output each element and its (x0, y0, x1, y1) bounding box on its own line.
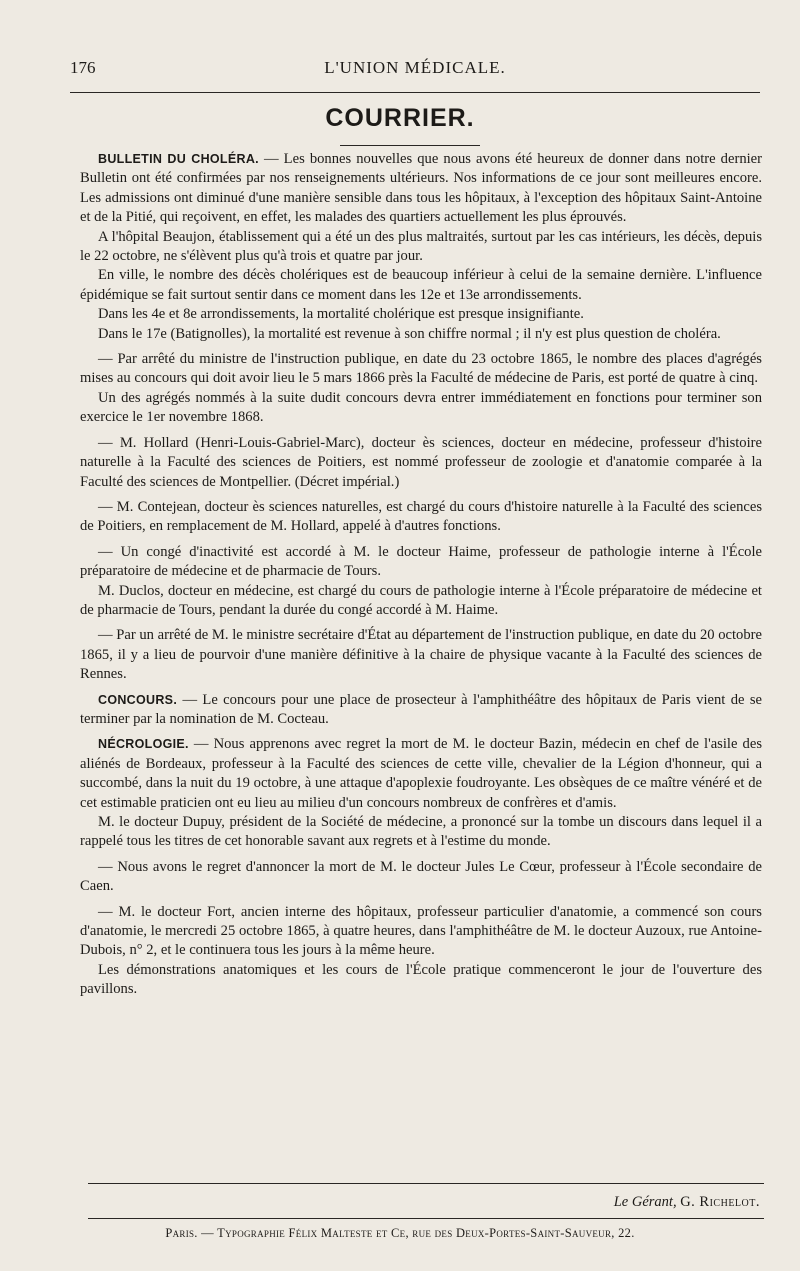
paragraph-text: — Par un arrêté de M. le ministre secrétaire d'État au département de l'instruction publique, en date du 20 octobre 1865, il y a lieu de pourvoir d'une manière définitive à la chaire de physique vacante à la Faculté des sciences de Rennes. (80, 627, 762, 683)
running-title: L'UNION MÉDICALE. (324, 58, 506, 77)
paragraph-text: — M. Contejean, docteur ès sciences naturelles, est chargé du cours d'histoire naturelle à la Faculté des sciences de Poitiers, en remplacement de M. Hollard, appelé à d'autres fonctions. (80, 498, 762, 535)
paragraph (80, 350, 762, 389)
paragraph-text: En ville, le nombre des décès cholériques est de beaucoup inférieur à celui de la semaine dernière. L'influence épidémique se fait surtout sentir dans ce moment dans les 12e et 13e arrondissements. (80, 267, 762, 303)
paragraph (80, 150, 762, 228)
paragraph (80, 434, 762, 492)
paragraph-text: — Le concours pour une place de prosecteur à l'amphithéâtre des hôpitaux de Paris vient de se terminer par la nomination de M. Cocteau. (80, 691, 762, 727)
paragraph-text: Dans le 17e (Batignolles), la mortalité est revenue à son chiffre normal ; il n'y est plus question de choléra. (98, 325, 721, 342)
paragraph (80, 325, 762, 344)
paragraph-text: Un des agrégés nommés à la suite dudit concours devra entrer immédiatement en fonctions pour terminer son exercice le 1er novembre 1868. (80, 389, 762, 426)
signature (614, 1194, 760, 1211)
paragraph (80, 305, 762, 324)
paragraph (80, 498, 762, 537)
title-rule (340, 145, 480, 146)
paragraph (80, 266, 762, 305)
paragraph-text: M. Duclos, docteur en médecine, est chargé du cours de pathologie interne à l'École préparatoire de médecine et de pharmacie de Tours, pendant la durée du congé accordé à M. Haime. (80, 582, 762, 618)
paragraph-text: — Nous apprenons avec regret la mort de M. le docteur Bazin, médecin en chef de l'asile des aliénés de Bordeaux, professeur à la Faculté des sciences de cette ville, chevalier de la Légion d'honneur, qui a succombé, dans la nuit du 19 octobre, à une attaque d'apoplexie foudroyante. Les obsèques de ce maître vénéré et de cet estimable praticien ont eu lieu au milieu d'un concours nombreux de confrères et d'amis. (80, 736, 762, 811)
paragraph-text: Les démonstrations anatomiques et les cours de l'École pratique commenceront le jour de l'ouverture des pavillons. (80, 961, 762, 998)
paragraph (80, 858, 762, 897)
signature-name: G. Richelot. (680, 1194, 760, 1210)
paragraph-text: Dans les 4e et 8e arrondissements, la mortalité cholérique est presque insignifiante. (98, 306, 584, 323)
paragraph (80, 961, 762, 1000)
paragraph-text: — Nous avons le regret d'annoncer la mort de M. le docteur Jules Le Cœur, professeur à l'École secondaire de Caen. (80, 858, 762, 895)
section-title: COURRIER. (325, 104, 475, 132)
paragraph (80, 735, 762, 813)
paragraph-lead: NÉCROLOGIE. (98, 737, 189, 752)
paragraph-lead: BULLETIN DU CHOLÉRA. (98, 152, 259, 166)
paragraph-lead: CONCOURS. (98, 692, 178, 707)
paragraph (80, 582, 762, 621)
page-header (70, 58, 760, 84)
paragraph-text: — M. Hollard (Henri-Louis-Gabriel-Marc), docteur ès sciences, docteur en médecine, professeur d'histoire naturelle à la Faculté des sciences de Poitiers, est nommé professeur de zoologie et d'anatomie comparée à la Faculté des sciences de Montpellier. (Décret impérial.) (80, 434, 762, 490)
paragraph (80, 228, 762, 267)
paragraph-text: — Les bonnes nouvelles que nous avons été heureux de donner dans notre dernier Bulletin ont été confirmées par nos renseignements ultérieurs. Nos informations de ce jour sont meilleures encore. Les admissions ont diminué d'une manière sensible dans tous les hôpitaux, à l'exception des hôpitaux Saint-Antoine et de la Pitié, qui reçoivent, en effet, les malades des quartiers actuellement les plus éprouvés. (80, 151, 763, 226)
imprint-rule (88, 1218, 764, 1219)
paragraph (80, 903, 762, 961)
header-rule (70, 92, 760, 93)
article-body (80, 150, 762, 1000)
page-number: 176 (70, 58, 96, 77)
paragraph (80, 691, 762, 730)
signature-role: Le Gérant, (613, 1194, 677, 1210)
paragraph-text: A l'hôpital Beaujon, établissement qui a été un des plus maltraités, surtout par les cas intérieurs, les décès, depuis le 22 octobre, ne s'élèvent plus qu'à trois et quatre par jour. (80, 228, 762, 265)
paragraph-text: — Par arrêté du ministre de l'instruction publique, en date du 23 octobre 1865, le nombre des places d'agrégés mises au concours qui doit avoir lieu le 5 mars 1866 près la Faculté de médecine de Paris, est porté de quatre à cinq. (80, 351, 762, 387)
paragraph (80, 813, 762, 852)
printer-imprint: Paris. — Typographie Félix Malteste et Ce, rue des Deux-Portes-Saint-Sauveur, 22. (165, 1226, 635, 1240)
footer-rule (88, 1183, 764, 1184)
paragraph-text: — M. le docteur Fort, ancien interne des hôpitaux, professeur particulier d'anatomie, a commencé son cours d'anatomie, le mercredi 25 octobre 1865, à quatre heures, dans l'amphithéâtre de M. le docteur Auzoux, rue Antoine-Dubois, n° 2, et le continuera tous les jours à la même heure. (80, 903, 762, 959)
paragraph-text: M. le docteur Dupuy, président de la Société de médecine, a prononcé sur la tombe un discours dans lequel il a rappelé tous les titres de cet honorable savant aux regrets et à l'estime du monde. (80, 814, 762, 850)
paragraph (80, 389, 762, 428)
paragraph (80, 626, 762, 684)
paragraph (80, 543, 762, 582)
paragraph-text: — Un congé d'inactivité est accordé à M. le docteur Haime, professeur de pathologie interne à l'École préparatoire de médecine et de pharmacie de Tours. (80, 543, 762, 580)
